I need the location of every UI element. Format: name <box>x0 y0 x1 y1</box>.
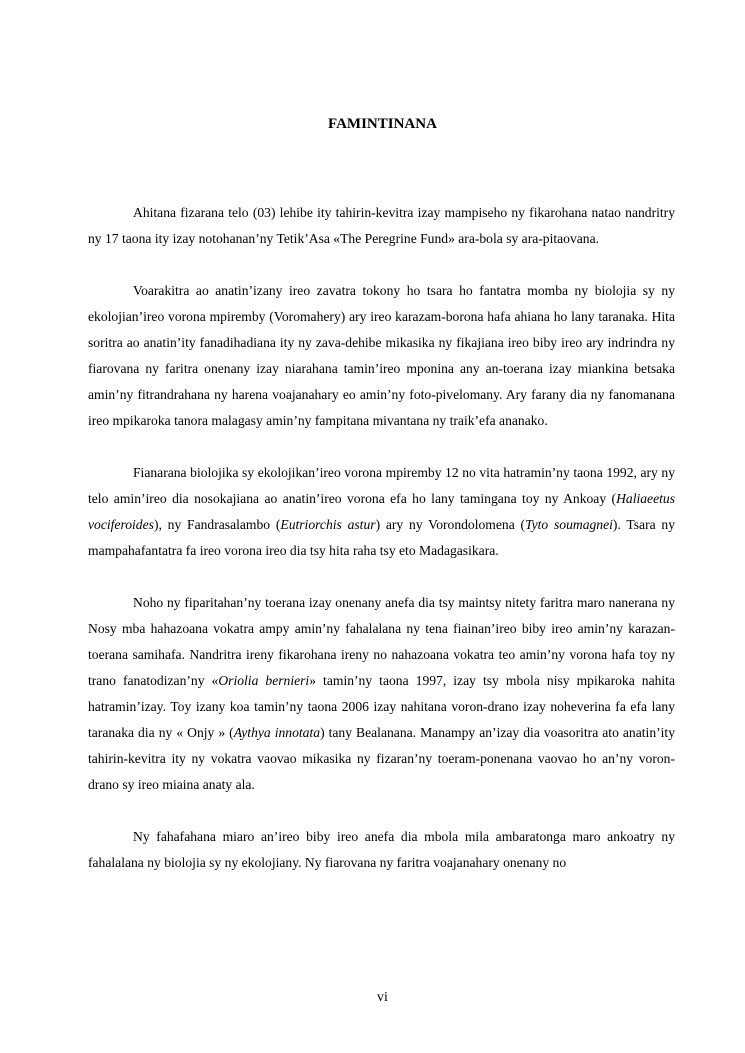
paragraph-text: » tamin’ny taona 1997, izay tsy mbola nisy mpikaroka nahita hatramin’izay. Toy izany koa tamin’ny taona 2006 izay nahitana voron-drano izay noheverina fa efa lany taranaka dia ny « Onjy » ( <box>88 673 675 740</box>
paragraph-text: ) ary ny Vorondolomena ( <box>375 517 526 532</box>
paragraph-text: ) tany Bealanana. Manampy an’izay dia voasoritra ato anatin’ity tahirin-kevitra ity ny vokatra vaovao mikasika ny fizaran’ny toeram-ponenana vaovao ho an’ny voron-drano sy ireo miaina anaty ala. <box>88 725 675 792</box>
species-name: Oriolia bernieri <box>218 673 310 688</box>
species-name: Aythya innotata <box>233 725 321 740</box>
paragraph-text: Ny fahafahana miaro an’ireo biby ireo anefa dia mbola mila ambaratonga maro ankoatry ny fahalalana ny biolojia sy ny ekolojiany. Ny fiarovana ny faritra voajanahary onenany no <box>88 829 675 870</box>
paragraph <box>88 590 675 798</box>
paragraph <box>88 460 675 564</box>
paragraph <box>88 200 675 252</box>
paragraph <box>88 824 675 876</box>
paragraph-text: Noho ny fiparitahan’ny toerana izay onenany anefa dia tsy maintsy nitety faritra maro nanerana ny Nosy mba hahazoana vokatra ampy amin’ny fahalalana ny tena fiainan’ireo biby ireo amin’ny karazan-toerana samihafa. Nandritra ireny fikarohana ireny no nahazoana vokatra teo amin’ny vorona hafa toy ny trano fanatodizan’ny « <box>88 595 675 688</box>
paragraph-text: Fianarana biolojika sy ekolojikan’ireo vorona mpiremby 12 no vita hatramin’ny taona 1992, ary ny telo amin’ireo dia nosokajiana ao anatin’ireo vorona efa ho lany tamingana toy ny Ankoay ( <box>88 465 675 506</box>
paragraph-text: Voarakitra ao anatin’izany ireo zavatra tokony ho tsara ho fantatra momba ny biolojia sy ny ekolojian’ireo vorona mpiremby (Voromahery) ary ireo karazam-borona hafa ahiana ho lany taranaka. Hita soritra ao anatin’ity fanadihadiana ity ny zava-dehibe mikasika ny fikajiana ireo biby ireo ary indrindra ny fiarovana ny faritra onenany izay niarahana tamin’ireo mponina any an-toerana izay miankina betsaka amin’ny fitrandrahana ny harena voajanahary eo amin’ny foto-pivelomany. Ary farany dia ny fanomanana ireo mpikaroka tanora malagasy amin’ny fampitana mivantana ny traik’efa ananako. <box>88 283 675 428</box>
paragraph-text: ). Tsara ny mampahafantatra fa ireo vorona ireo dia tsy hita raha tsy eto Madagasikara. <box>88 517 676 558</box>
page-number: vi <box>377 990 388 1005</box>
species-name: Tyto soumagnei <box>525 517 613 532</box>
species-name: Eutriorchis astur <box>280 517 376 532</box>
paragraph-text: ), ny Fandrasalambo ( <box>153 517 281 532</box>
species-name: Haliaeetus vociferoides <box>88 491 675 532</box>
paragraph <box>88 278 675 434</box>
paragraph-text: Ahitana fizarana telo (03) lehibe ity tahirin-kevitra izay mampiseho ny fikarohana natao nandritry ny 17 taona ity izay notohanan’ny Tetik’Asa «The Peregrine Fund» ara-bola sy ara-pitaovana. <box>88 205 675 246</box>
document-body <box>88 200 675 876</box>
page-title: FAMINTINANA <box>328 116 437 132</box>
